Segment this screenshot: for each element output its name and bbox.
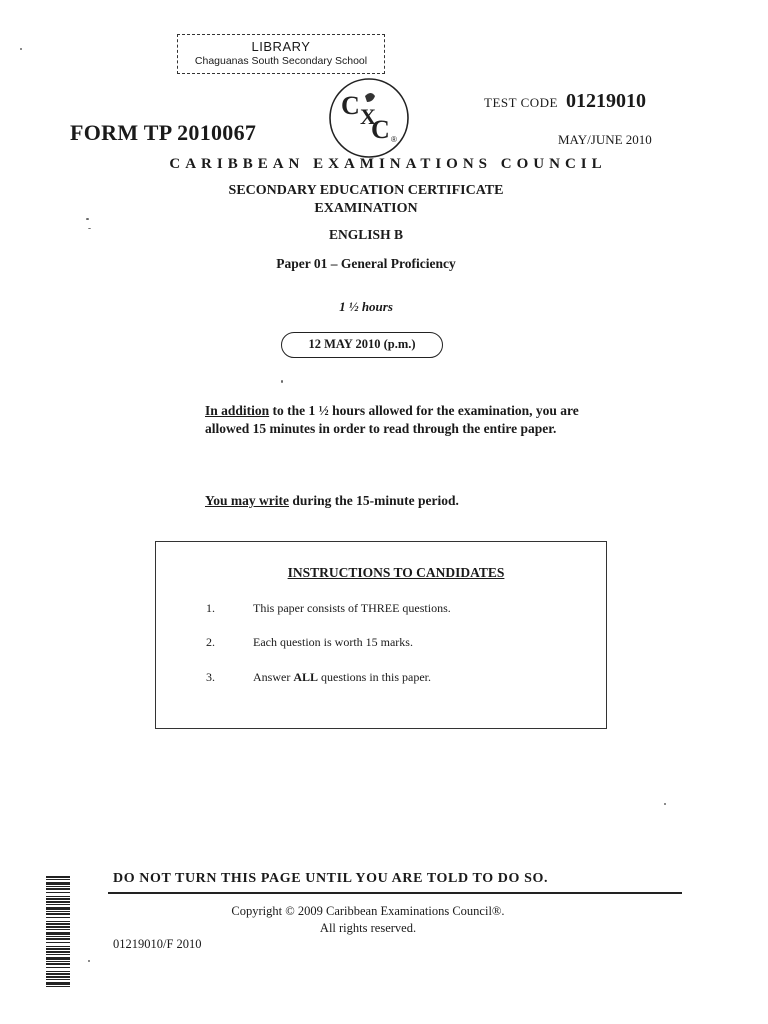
stamp-line-2: Chaguanas South Secondary School bbox=[194, 55, 368, 67]
write-permission-note bbox=[205, 493, 459, 509]
logo-letter-c1: C bbox=[341, 91, 360, 120]
instruction-number: 1. bbox=[206, 601, 215, 615]
instruction-item bbox=[206, 670, 431, 685]
exam-duration: 1 ½ hours bbox=[339, 299, 393, 314]
logo-letter-c2: C bbox=[371, 115, 390, 144]
instruction-text: Each question is worth 15 marks. bbox=[253, 635, 413, 649]
certificate-line-1: SECONDARY EDUCATION CERTIFICATE bbox=[228, 183, 504, 198]
scan-speck bbox=[88, 228, 91, 229]
reading-note-lead: In addition bbox=[205, 403, 270, 418]
logo-registered-mark: ® bbox=[391, 135, 397, 144]
scan-speck bbox=[88, 960, 90, 962]
instruction-text: This paper consists of THREE questions. bbox=[253, 601, 451, 615]
certificate-title bbox=[0, 182, 732, 218]
test-code bbox=[484, 90, 646, 113]
certificate-line-2: EXAMINATION bbox=[314, 201, 418, 216]
instruction-item bbox=[206, 601, 451, 616]
do-not-turn-warning: DO NOT TURN THIS PAGE UNTIL YOU ARE TOLD TO DO SO. bbox=[113, 871, 549, 886]
write-note-rest: during the 15-minute period. bbox=[289, 493, 459, 508]
logo-letter-x: X bbox=[360, 104, 376, 129]
subject-title: ENGLISH B bbox=[329, 227, 403, 242]
reading-note-rest: to the 1 ½ hours allowed for the examination, you are allowed 15 minutes in order to read through the entire paper. bbox=[205, 403, 579, 436]
scan-speck bbox=[664, 803, 666, 805]
instruction-item bbox=[206, 635, 413, 650]
copyright-notice bbox=[0, 903, 736, 937]
instructions-box bbox=[155, 541, 607, 729]
instruction-number: 3. bbox=[206, 670, 215, 684]
stamp-line-1: LIBRARY bbox=[251, 39, 311, 54]
write-note-lead: You may write bbox=[205, 493, 289, 508]
scan-speck bbox=[86, 218, 89, 220]
instruction-text: Answer bbox=[253, 670, 294, 684]
paper-title: Paper 01 – General Proficiency bbox=[276, 256, 456, 271]
exam-session: MAY/JUNE 2010 bbox=[558, 132, 652, 147]
scan-speck bbox=[20, 48, 22, 50]
exam-date-badge: 12 MAY 2010 (p.m.) bbox=[281, 332, 443, 358]
cxc-seal-icon bbox=[327, 76, 411, 160]
instruction-number: 2. bbox=[206, 635, 215, 649]
council-name: CARIBBEAN EXAMINATIONS COUNCIL bbox=[169, 156, 607, 172]
form-tp-number: FORM TP 2010067 bbox=[70, 120, 257, 145]
copyright-line-2: All rights reserved. bbox=[319, 921, 417, 935]
test-code-value: 01219010 bbox=[565, 90, 646, 112]
instructions-heading: INSTRUCTIONS TO CANDIDATES bbox=[287, 565, 505, 580]
scan-speck bbox=[281, 380, 283, 383]
test-code-label: TEST CODE bbox=[484, 95, 558, 110]
reading-time-note bbox=[205, 402, 605, 438]
instruction-emphasis: ALL bbox=[293, 670, 319, 684]
paper-code: 01219010/F 2010 bbox=[113, 937, 202, 951]
footer-divider bbox=[108, 892, 682, 894]
copyright-line-1: Copyright © 2009 Caribbean Examinations Council®. bbox=[231, 904, 505, 918]
library-stamp bbox=[177, 34, 385, 74]
instruction-text-end: questions in this paper. bbox=[318, 670, 432, 684]
